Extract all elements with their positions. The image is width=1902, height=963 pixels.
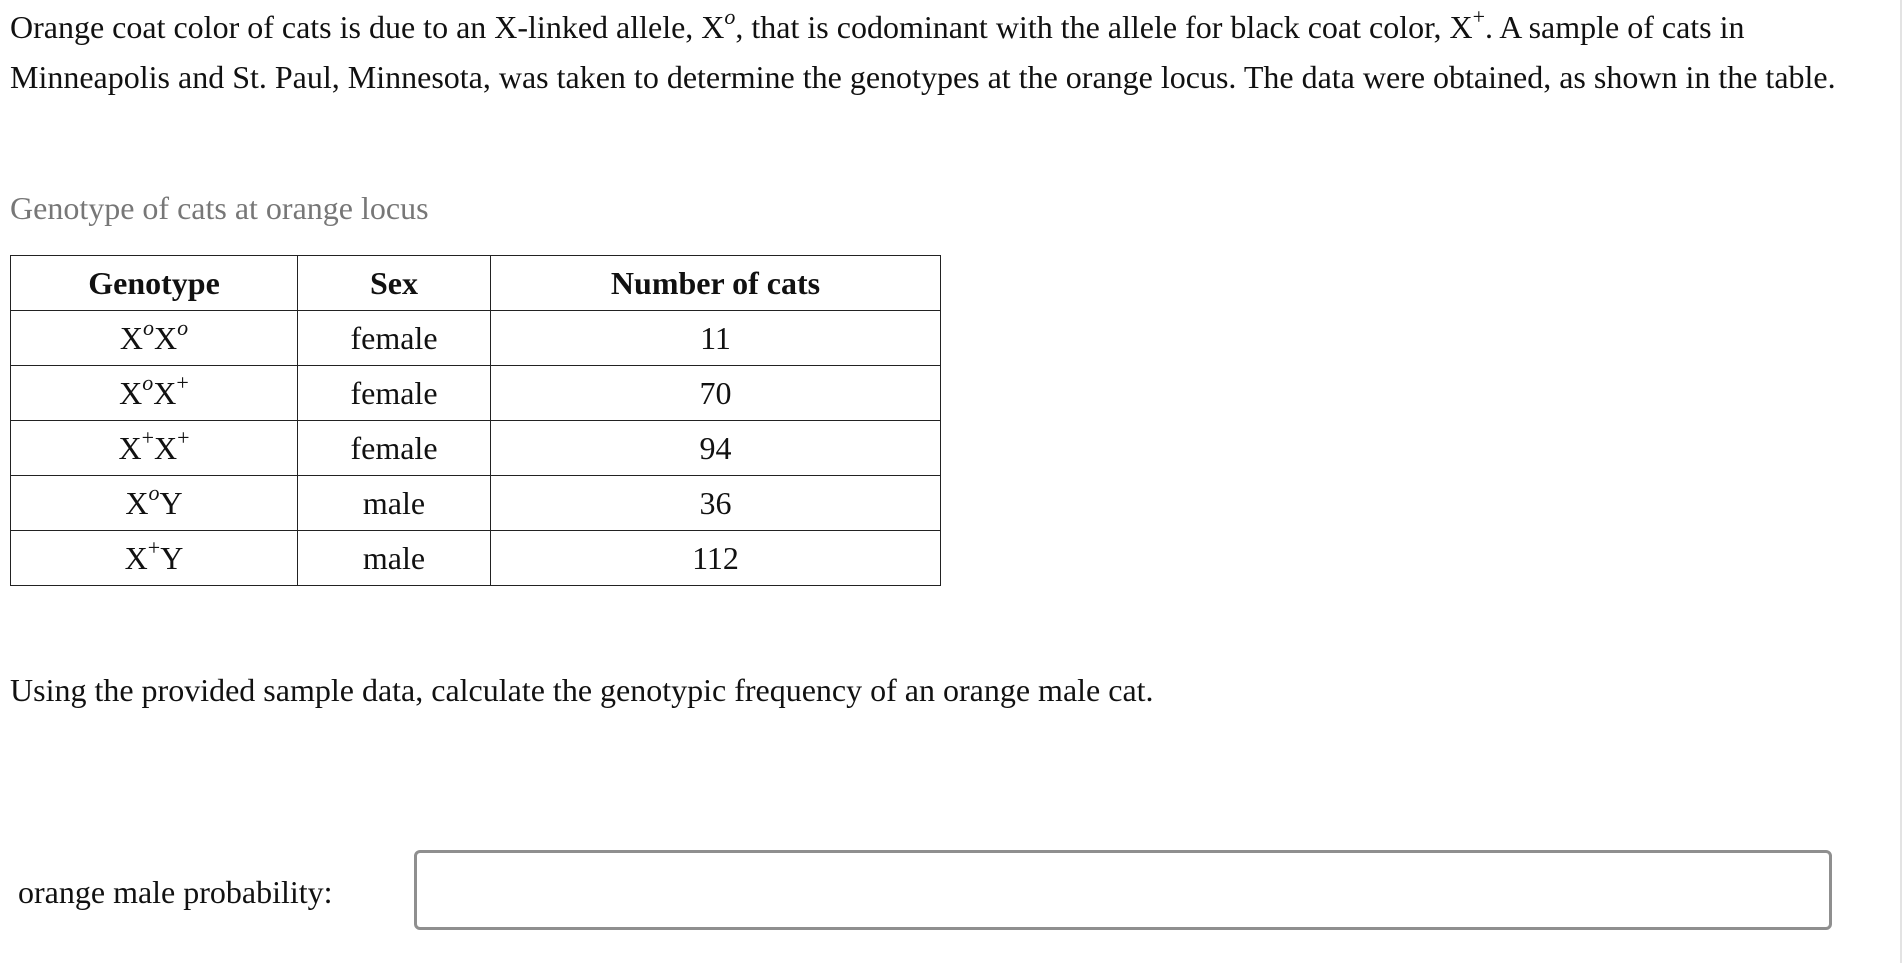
sex-cell: male (298, 531, 491, 586)
count-cell: 11 (491, 311, 941, 366)
intro-text-1: Orange coat color of cats is due to an X-linked allele, X (10, 9, 725, 45)
table-header-row (11, 256, 941, 311)
header-number-of-cats: Number of cats (491, 256, 941, 311)
orange-allele-superscript: o (724, 4, 736, 30)
sex-cell: female (298, 421, 491, 476)
table-row (11, 531, 941, 586)
count-cell: 112 (491, 531, 941, 586)
header-genotype: Genotype (11, 256, 298, 311)
genotype-cell: X+X+ (11, 421, 298, 476)
genotype-cell: $X^oX^o$ (11, 311, 298, 366)
black-allele-superscript: + (1472, 4, 1485, 30)
genotype-cell: X+Y (11, 531, 298, 586)
table-row (11, 311, 941, 366)
count-cell: 36 (491, 476, 941, 531)
count-cell: 70 (491, 366, 941, 421)
intro-text-3: . A sample of cats in Minneapolis and St. Paul, Minnesota, was taken to determine the genotypes at the orange locus. The data were obtained, as shown in the table. (10, 9, 1836, 95)
orange-male-probability-input[interactable] (414, 850, 1832, 930)
table-caption: Genotype of cats at orange locus (10, 190, 429, 226)
genotype-table (10, 255, 941, 586)
table-row (11, 366, 941, 421)
sex-cell: male (298, 476, 491, 531)
answer-label: orange male probability: (18, 874, 333, 910)
problem-statement (10, 2, 1890, 102)
intro-text-2: , that is codominant with the allele for black coat color, X (735, 9, 1473, 45)
table-row (11, 476, 941, 531)
count-cell: 94 (491, 421, 941, 476)
header-sex: Sex (298, 256, 491, 311)
genotype-cell: $X^oY$ (11, 476, 298, 531)
sex-cell: female (298, 311, 491, 366)
question-text: Using the provided sample data, calculate the genotypic frequency of an orange male cat. (10, 672, 1154, 708)
table-row (11, 421, 941, 476)
genotype-cell: $X^oX^+$ (11, 366, 298, 421)
sex-cell: female (298, 366, 491, 421)
